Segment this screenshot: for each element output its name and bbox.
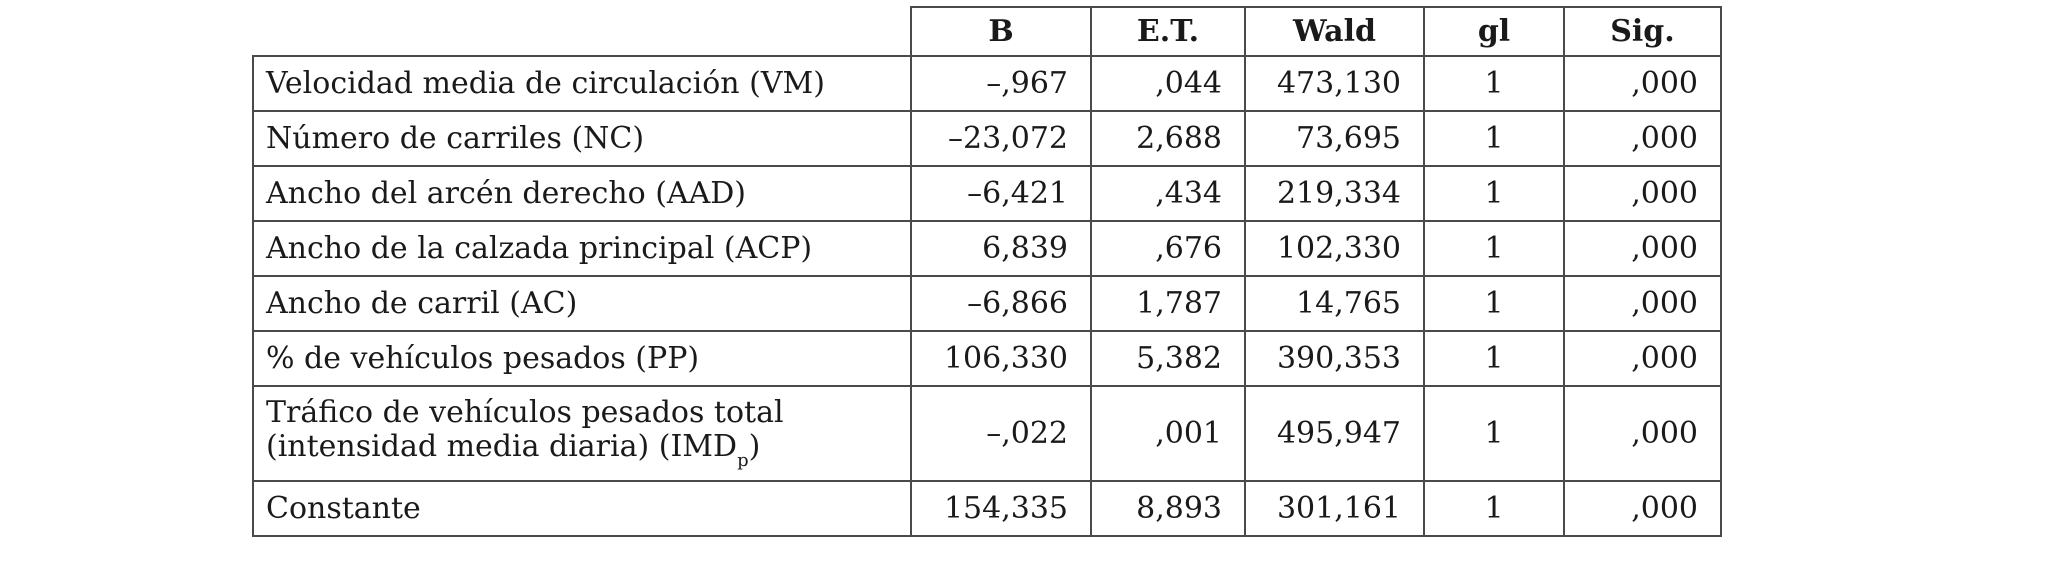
- cell-b: 154,335: [911, 481, 1091, 536]
- cell-sig: ,000: [1564, 331, 1721, 386]
- table-row: [253, 111, 1721, 166]
- cell-sig: ,000: [1564, 56, 1721, 111]
- cell-et: 1,787: [1091, 276, 1245, 331]
- cell-wald: 495,947: [1245, 386, 1424, 481]
- table-row: [253, 221, 1721, 276]
- cell-b: –6,866: [911, 276, 1091, 331]
- row-label-line1: Tráfico de vehículos pesados total: [266, 395, 784, 431]
- header-sig: Sig.: [1564, 7, 1721, 56]
- cell-gl: 1: [1424, 166, 1564, 221]
- cell-wald: 102,330: [1245, 221, 1424, 276]
- cell-et: 5,382: [1091, 331, 1245, 386]
- cell-et: 8,893: [1091, 481, 1245, 536]
- cell-b: –6,421: [911, 166, 1091, 221]
- cell-wald: 14,765: [1245, 276, 1424, 331]
- row-label-tail: ): [748, 428, 761, 464]
- cell-wald: 73,695: [1245, 111, 1424, 166]
- cell-et: ,001: [1091, 386, 1245, 481]
- cell-gl: 1: [1424, 221, 1564, 276]
- cell-gl: 1: [1424, 331, 1564, 386]
- cell-wald: 473,130: [1245, 56, 1424, 111]
- cell-b: –23,072: [911, 111, 1091, 166]
- cell-b: –,967: [911, 56, 1091, 111]
- row-label: [253, 386, 911, 481]
- row-label: Número de carriles (NC): [253, 111, 911, 166]
- cell-et: ,434: [1091, 166, 1245, 221]
- cell-b: –,022: [911, 386, 1091, 481]
- table-row: [253, 481, 1721, 536]
- row-label: Ancho del arcén derecho (AAD): [253, 166, 911, 221]
- cell-gl: 1: [1424, 56, 1564, 111]
- cell-wald: 219,334: [1245, 166, 1424, 221]
- header-row: [253, 7, 1721, 56]
- header-wald: Wald: [1245, 7, 1424, 56]
- cell-sig: ,000: [1564, 111, 1721, 166]
- cell-et: ,676: [1091, 221, 1245, 276]
- header-b: B: [911, 7, 1091, 56]
- cell-gl: 1: [1424, 386, 1564, 481]
- cell-sig: ,000: [1564, 221, 1721, 276]
- cell-wald: 301,161: [1245, 481, 1424, 536]
- table-row: [253, 166, 1721, 221]
- header-empty-cell: [253, 7, 911, 56]
- cell-gl: 1: [1424, 111, 1564, 166]
- row-label: % de vehículos pesados (PP): [253, 331, 911, 386]
- table-row: [253, 276, 1721, 331]
- header-gl: gl: [1424, 7, 1564, 56]
- table-row: [253, 331, 1721, 386]
- cell-b: 6,839: [911, 221, 1091, 276]
- cell-gl: 1: [1424, 276, 1564, 331]
- cell-et: ,044: [1091, 56, 1245, 111]
- row-label: Velocidad media de circulación (VM): [253, 56, 911, 111]
- cell-b: 106,330: [911, 331, 1091, 386]
- row-label: Ancho de la calzada principal (ACP): [253, 221, 911, 276]
- header-et: E.T.: [1091, 7, 1245, 56]
- row-label-subscript: p: [737, 449, 749, 471]
- table-row: [253, 386, 1721, 481]
- cell-sig: ,000: [1564, 276, 1721, 331]
- cell-sig: ,000: [1564, 166, 1721, 221]
- row-label: Constante: [253, 481, 911, 536]
- logistic-regression-table: [252, 6, 1722, 537]
- cell-gl: 1: [1424, 481, 1564, 536]
- cell-sig: ,000: [1564, 386, 1721, 481]
- cell-sig: ,000: [1564, 481, 1721, 536]
- table-row: [253, 56, 1721, 111]
- cell-et: 2,688: [1091, 111, 1245, 166]
- row-label: Ancho de carril (AC): [253, 276, 911, 331]
- row-label-line2: (intensidad media diaria) (IMD: [266, 428, 738, 464]
- cell-wald: 390,353: [1245, 331, 1424, 386]
